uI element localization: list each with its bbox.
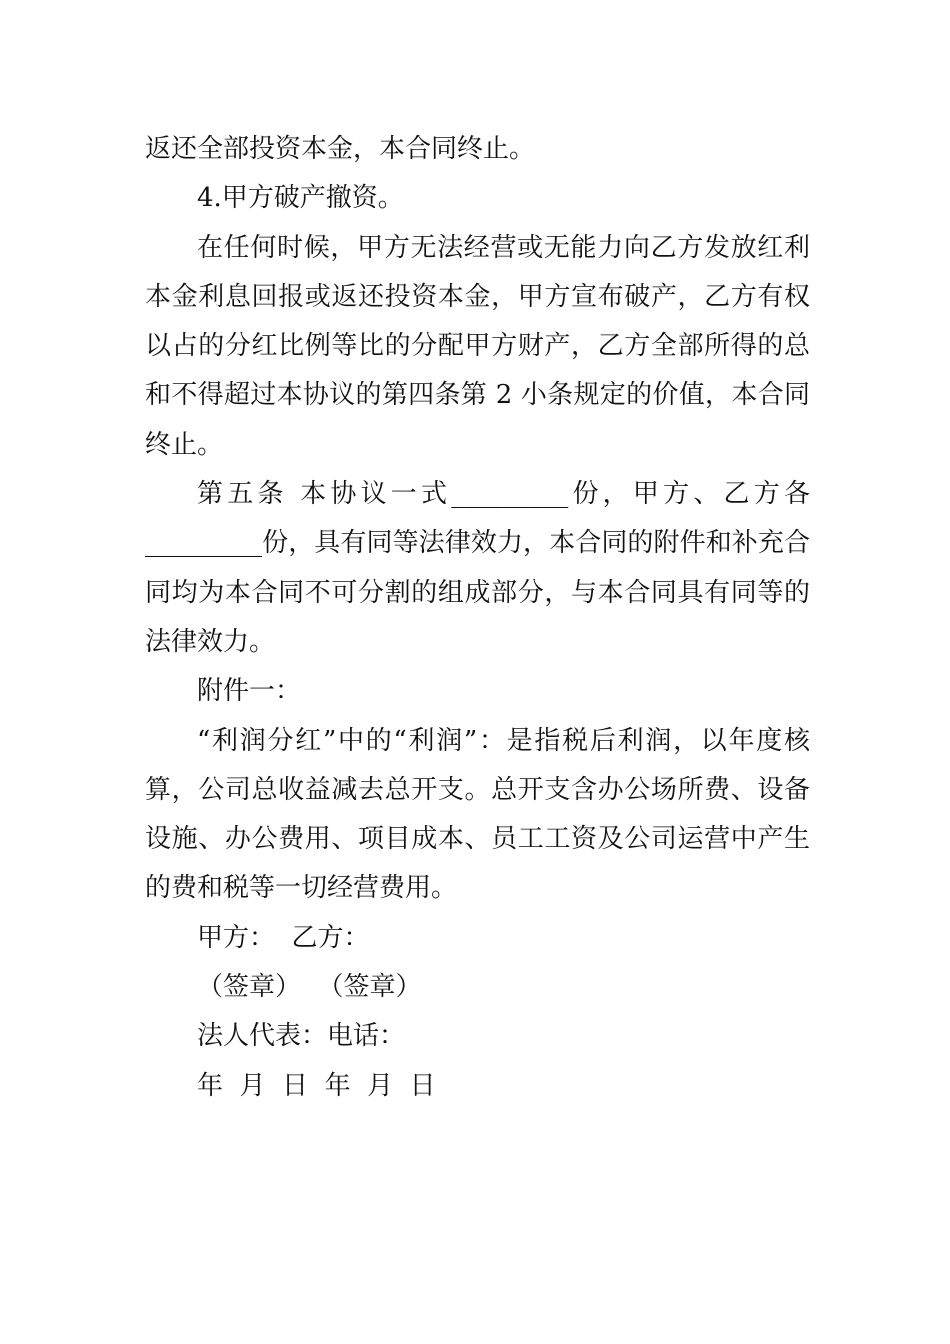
signature-seal-line: （签章） （签章） (197, 972, 422, 1003)
legal-representative-phone-line: 法人代表：电话： (197, 1021, 406, 1052)
paragraph-bankruptcy-terms: 在任何时候，甲方无法经营或无能力向乙方发放红利本金利息回报或返还投资本金，甲方宣布破产，乙方有权以占的分红比例等比的分配甲方财产，乙方全部所得的总和不得超过本协议的第四条第 2 小条规定的价值，本合同终止。 (145, 232, 810, 460)
paragraph-article-5-copies: 第五条 本协议一式_________份，甲方、乙方各_________份，具有同等法律效力，本合同的附件和补充合同均为本合同不可分割的组成部分，与本合同具有同等的法律效力。 (145, 479, 810, 657)
document-body (145, 125, 810, 1111)
signature-date-line: 年 月 日 年 月 日 (197, 1070, 436, 1101)
paragraph-attachment-one-heading: 附件一： (197, 676, 302, 707)
paragraph-clause-4-bankruptcy-heading: 4.甲方破产撤资。 (197, 183, 404, 214)
paragraph-refund-termination: 返还全部投资本金，本合同终止。 (145, 134, 536, 164)
paragraph-profit-definition: “利润分红”中的“利润”：是指税后利润，以年度核算，公司总收益减去总开支。总开支含办公场所费、设备设施、办公费用、项目成本、员工工资及公司运营中产生的费和税等一切经营费用。 (145, 725, 810, 904)
signature-parties-line: 甲方： 乙方： (197, 922, 370, 953)
